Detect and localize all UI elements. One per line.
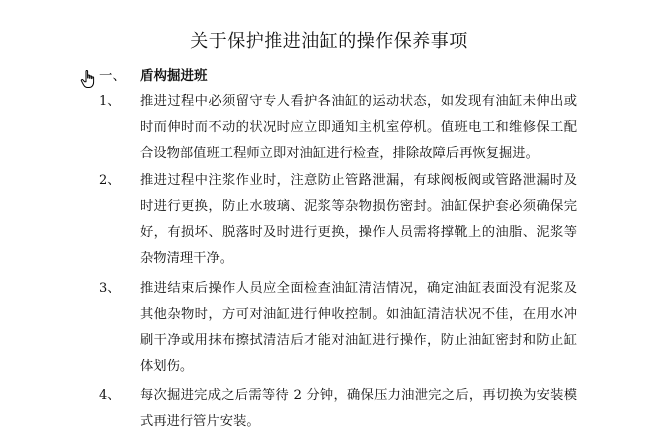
item-text: 推进过程中必须留守专人看护各油缸的运动状态，如发现有油缸未伸出或时而伸时而不动的状况时应立即通知主机室停机。值班电工和维修保工配合设物部值班工程师立即对油缸进行检查，排除故障后再恢复掘进。 (140, 94, 577, 161)
section-heading (0, 66, 658, 86)
item-text: 每次掘进完成之后需等待 2 分钟，确保压力油泄完之后，再切换为安装模式再进行管片安装。 (140, 388, 577, 429)
item-number: 1、 (99, 94, 121, 109)
item-number: 4、 (99, 388, 121, 403)
item-text: 推进结束后操作人员应全面检查油缸清洁情况，确定油缸表面没有泥浆及其他杂物时，方可对油缸进行伸收控制。如油缸清洁状况不佳，在用水冲刷干净或用抹布擦拭清洁后才能对油缸进行操作，防止油缸密封和防止缸体划伤。 (140, 281, 577, 374)
section-title: 盾构掘进班 (140, 68, 208, 84)
item-text: 推进过程中注浆作业时，注意防止管路泄漏，有球阀板阀或管路泄漏时及时进行更换，防止水玻璃、泥浆等杂物损伤密封。油缸保护套必须确保完好，有损坏、脱落时及时进行更换，操作人员需将撑靴上的油脂、泥浆等杂物清理干净。 (140, 173, 577, 266)
item-number: 2、 (99, 173, 121, 188)
item-number: 3、 (99, 281, 121, 296)
document-title: 关于保护推进油缸的操作保养事项 (190, 31, 468, 52)
section-number: 一、 (99, 68, 126, 84)
